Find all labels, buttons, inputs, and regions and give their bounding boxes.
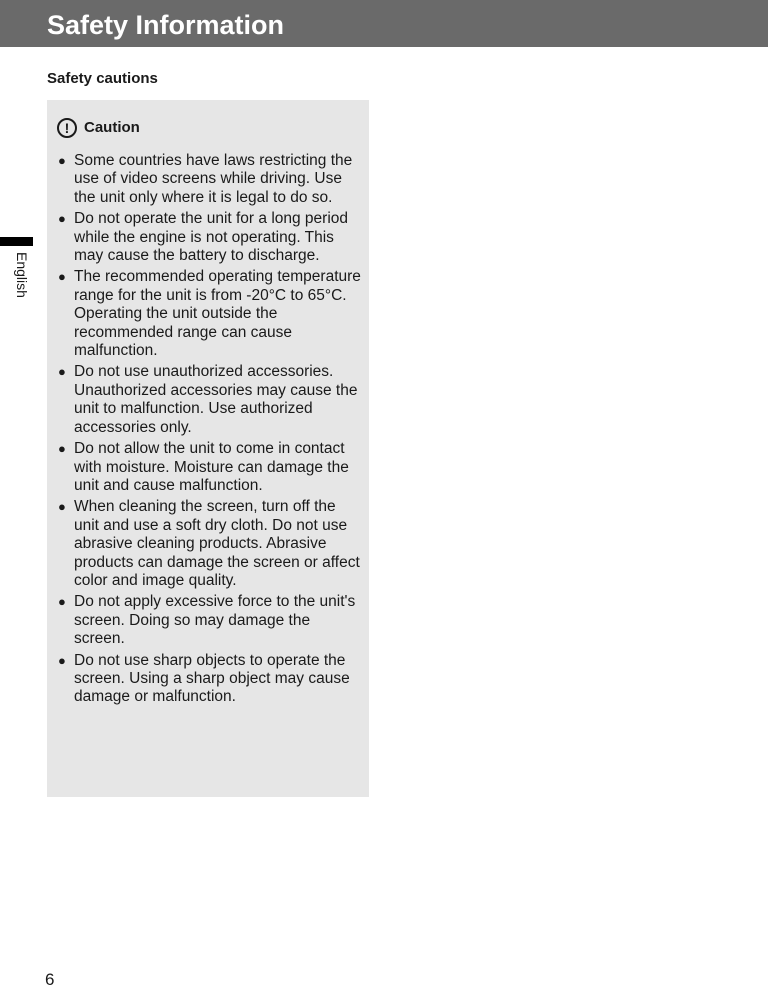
list-item xyxy=(58,363,363,437)
list-item xyxy=(58,652,363,707)
exclamation-circle-icon: ! xyxy=(57,118,77,138)
list-item-text: Do not apply excessive force to the unit's screen. Doing so may damage the screen. xyxy=(74,593,356,648)
caution-label: Caution xyxy=(84,119,140,136)
bullet-icon: ● xyxy=(58,499,66,515)
list-item xyxy=(58,593,363,648)
caution-box xyxy=(47,100,369,797)
list-item xyxy=(58,152,363,207)
list-item xyxy=(58,268,363,360)
bullet-icon: ● xyxy=(58,153,66,168)
section-title: Safety cautions xyxy=(47,70,158,87)
list-item xyxy=(58,498,363,590)
list-item-text: Some countries have laws restricting the use of video screens while driving. Use the unit only where it is legal to do so. xyxy=(74,152,353,206)
list-item-text: Do not use unauthorized accessories. Unauthorized accessories may cause the unit to malfunction. Use authorized accessories only. xyxy=(74,363,358,436)
bullet-icon: ● xyxy=(58,594,66,610)
list-item-text: The recommended operating temperature range for the unit is from -20°C to 65°C. Operating the unit outside the recommended range can cause malfunction. xyxy=(74,268,361,360)
header-bar xyxy=(0,0,768,47)
list-item xyxy=(58,210,363,265)
language-label: English xyxy=(14,252,30,298)
list-item xyxy=(58,440,363,495)
bullet-icon: ● xyxy=(58,269,66,285)
bullet-icon: ● xyxy=(58,364,66,380)
list-item-text: Do not use sharp objects to operate the screen. Using a sharp object may cause damage or malfunction. xyxy=(74,651,350,706)
bullet-icon: ● xyxy=(58,211,66,227)
list-item-text: Do not allow the unit to come in contact with moisture. Moisture can damage the unit and cause malfunction. xyxy=(74,440,349,494)
bullet-icon: ● xyxy=(58,652,66,668)
language-tab-marker xyxy=(0,237,33,246)
page-title: Safety Information xyxy=(47,10,285,40)
caution-header xyxy=(57,116,140,140)
bullet-icon: ● xyxy=(58,441,66,457)
caution-list xyxy=(58,152,363,710)
list-item-text: When cleaning the screen, turn off the unit and use a soft dry cloth. Do not use abrasive cleaning products. Abrasive products can damage the screen or affect color and image quality. xyxy=(74,498,360,589)
list-item-text: Do not operate the unit for a long period while the engine is not operating. This may cause the battery to discharge. xyxy=(74,210,349,265)
page-number: 6 xyxy=(45,970,55,989)
